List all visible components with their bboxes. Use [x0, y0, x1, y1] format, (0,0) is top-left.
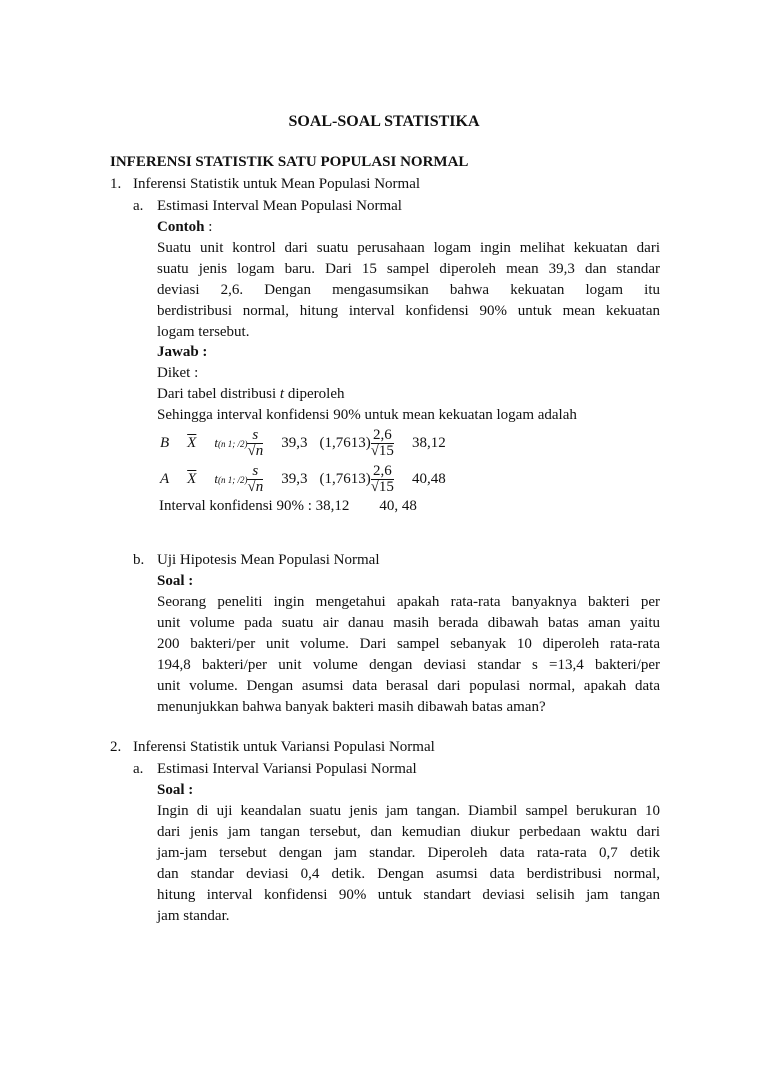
subitem-heading: Estimasi Interval Mean Populasi Normal — [157, 198, 402, 214]
paragraph-line: dari jenis jam tangan tersebut, dan kemudian diukur perbedaan waktu dari — [157, 824, 660, 840]
subitem-heading: Uji Hipotesis Mean Populasi Normal — [157, 552, 380, 568]
formula-row — [160, 464, 446, 495]
tabel-pre: Dari tabel distribusi — [157, 386, 280, 402]
t-value: (1,7613) — [319, 470, 371, 487]
s-over-sqrt-n — [247, 464, 263, 495]
mean-value: 39,3 — [281, 434, 308, 451]
numerator: 2,6 — [371, 464, 394, 480]
paragraph-line: unit volume pada suatu air danau masih berada dibawah batas aman yaitu — [157, 615, 660, 631]
paragraph-line: suatu jenis logam baru. Dari 15 sampel diperoleh mean 39,3 dan standar — [157, 261, 660, 277]
paragraph-line: jam-jam tersebut dengan jam standar. Diperoleh data rata-rata 0,7 detik — [157, 845, 660, 861]
jawab-label: Jawab : — [157, 344, 208, 360]
t-symbol: t — [214, 470, 218, 486]
bound-symbol: A — [160, 470, 170, 487]
subitem-number: b. — [133, 552, 145, 568]
tabel-text — [157, 386, 344, 403]
denominator: √15 — [370, 479, 394, 495]
paragraph-line: unit volume. Dengan asumsi data berasal dari populasi normal, apakah data — [157, 678, 660, 694]
paragraph-line: Ingin di uji keandalan suatu jenis jam tangan. Diambil sampel berukuran 10 — [157, 803, 660, 819]
paragraph-line: Seorang peneliti ingin mengetahui apakah rata-rata banyaknya bakteri per — [157, 594, 660, 610]
denominator: √n — [247, 443, 264, 459]
contoh-text: Contoh — [157, 219, 205, 235]
section-heading: INFERENSI STATISTIK SATU POPULASI NORMAL — [110, 154, 469, 170]
sd-over-sqrt15 — [371, 428, 394, 459]
interval-result — [159, 498, 417, 515]
soal-label: Soal : — [157, 573, 194, 589]
tabel-post: diperoleh — [284, 386, 345, 402]
paragraph-line: menunjukkan bahwa banyak bakteri masih dibawah batas aman? — [157, 699, 546, 715]
tabel-t: t — [279, 386, 285, 402]
denominator: √n — [247, 479, 264, 495]
s-over-sqrt-n — [247, 428, 263, 459]
xbar-symbol: $\overline{X}$ — [187, 470, 197, 487]
colon: : — [208, 219, 213, 235]
result-value: 40,48 — [411, 470, 446, 487]
t-value: (1,7613) — [319, 434, 371, 451]
sd-over-sqrt15 — [371, 464, 394, 495]
numerator: s — [247, 464, 263, 480]
paragraph-line: Suatu unit kontrol dari suatu perusahaan logam ingin melihat kekuatan dari — [157, 240, 660, 256]
soal-label: Soal : — [157, 782, 194, 798]
contoh-label — [157, 219, 212, 236]
paragraph-line: jam standar. — [157, 908, 230, 924]
t-subscript: (n 1; /2) — [217, 438, 248, 449]
numerator: s — [247, 428, 263, 444]
item-number: 2. — [110, 739, 122, 755]
subitem-number: a. — [133, 761, 144, 777]
paragraph-line: deviasi 2,6. Dengan mengasumsikan bahwa kekuatan logam itu — [157, 282, 660, 298]
numerator: 2,6 — [371, 428, 394, 444]
diket-label: Diket : — [157, 365, 199, 381]
page-title: SOAL-SOAL STATISTIKA — [288, 113, 480, 130]
mean-value: 39,3 — [281, 470, 308, 487]
paragraph-line: 200 bakteri/per unit volume. Dari sampel sebanyak 10 diperoleh rata-rata — [157, 636, 660, 652]
subitem-heading: Estimasi Interval Variansi Populasi Normal — [157, 761, 417, 777]
denominator: √15 — [370, 443, 394, 459]
item-heading: Inferensi Statistik untuk Mean Populasi Normal — [133, 176, 421, 192]
bound-symbol: B — [160, 434, 170, 451]
t-subscript: (n 1; /2) — [217, 474, 248, 485]
paragraph-line: hitung interval konfidensi 90% untuk standart deviasi selisih jam tangan — [157, 887, 660, 903]
result-value: 38,12 — [411, 434, 446, 451]
interval-upper: 40, 48 — [379, 498, 417, 514]
interval-lower: Interval konfidensi 90% : 38,12 — [159, 498, 350, 514]
subitem-number: a. — [133, 198, 144, 214]
formula-row — [160, 428, 446, 459]
paragraph-line: 194,8 bakteri/per unit volume dengan deviasi standar s =13,4 bakteri/per — [157, 657, 660, 673]
paragraph-line: logam tersebut. — [157, 324, 250, 340]
sehingga-text: Sehingga interval konfidensi 90% untuk mean kekuatan logam adalah — [157, 407, 577, 423]
xbar-symbol: $\overline{X}$ — [187, 434, 197, 451]
t-symbol: t — [214, 434, 218, 450]
item-heading: Inferensi Statistik untuk Variansi Populasi Normal — [133, 739, 435, 755]
paragraph-line: berdistribusi normal, hitung interval konfidensi 90% untuk mean kekuatan — [157, 303, 660, 319]
item-number: 1. — [110, 176, 122, 192]
paragraph-line: dan standar deviasi 0,4 detik. Dengan asumsi data berdistribusi normal, — [157, 866, 660, 882]
